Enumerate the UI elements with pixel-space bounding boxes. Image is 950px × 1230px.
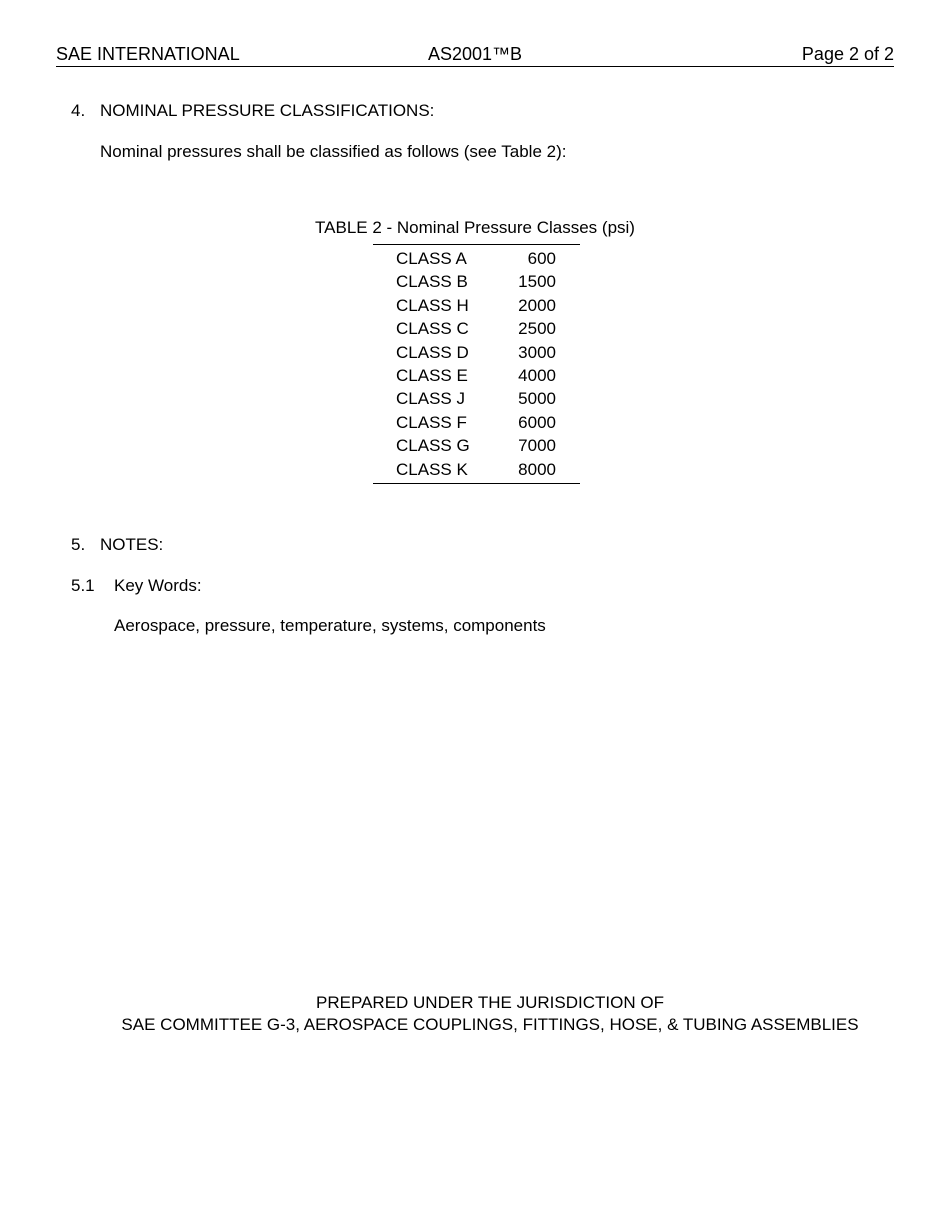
table-row [373, 434, 580, 457]
page-header [56, 44, 894, 67]
table-row [373, 458, 580, 481]
class-name: CLASS A [396, 249, 467, 268]
table-row [373, 411, 580, 434]
class-name: CLASS C [396, 319, 469, 339]
section-5-1-title: Key Words: [114, 576, 202, 595]
table-row [373, 294, 580, 317]
header-doc-number: AS2001™B [427, 44, 523, 64]
class-pressure: 5000 [518, 389, 556, 409]
section-5-1-number: 5.1 [71, 576, 95, 595]
table-row [373, 341, 580, 364]
class-pressure: 7000 [518, 436, 556, 456]
section-4-title: NOMINAL PRESSURE CLASSIFICATIONS: [100, 101, 435, 120]
section-5-number: 5. [71, 535, 86, 554]
header-org: SAE INTERNATIONAL [56, 44, 240, 64]
table-row [373, 364, 580, 387]
class-pressure: 4000 [518, 365, 556, 385]
class-name: CLASS H [396, 295, 469, 315]
section-5-title: NOTES: [100, 535, 164, 554]
class-pressure: 1500 [518, 272, 556, 292]
table-row [373, 270, 580, 293]
class-name: CLASS E [396, 365, 468, 385]
footer-line-2: SAE COMMITTEE G-3, AEROSPACE COUPLINGS, FITTINGS, HOSE, & TUBING ASSEMBLIES [121, 1015, 859, 1034]
class-name: CLASS G [396, 436, 470, 456]
footer-line-1: PREPARED UNDER THE JURISDICTION OF [316, 993, 664, 1012]
class-pressure: 600 [527, 249, 556, 268]
table-row [373, 387, 580, 410]
class-pressure: 2000 [518, 295, 556, 315]
table-row [373, 317, 580, 340]
class-name: CLASS B [396, 272, 468, 292]
keywords-text: Aerospace, pressure, temperature, systems, components [114, 616, 546, 635]
section-4-body: Nominal pressures shall be classified as follows (see Table 2): [100, 142, 567, 161]
table-caption: TABLE 2 - Nominal Pressure Classes (psi) [315, 218, 635, 237]
header-page-number: Page 2 of 2 [801, 44, 894, 64]
pressure-table [373, 244, 580, 484]
class-pressure: 8000 [518, 459, 556, 479]
class-pressure: 2500 [518, 319, 556, 339]
class-pressure: 6000 [518, 412, 556, 432]
table-row [373, 247, 580, 270]
class-pressure: 3000 [518, 342, 556, 362]
class-name: CLASS J [396, 389, 465, 409]
section-4-number: 4. [71, 101, 86, 120]
class-name: CLASS D [396, 342, 469, 362]
class-name: CLASS F [396, 412, 467, 432]
committee-footer [0, 992, 950, 1036]
class-name: CLASS K [396, 459, 468, 479]
